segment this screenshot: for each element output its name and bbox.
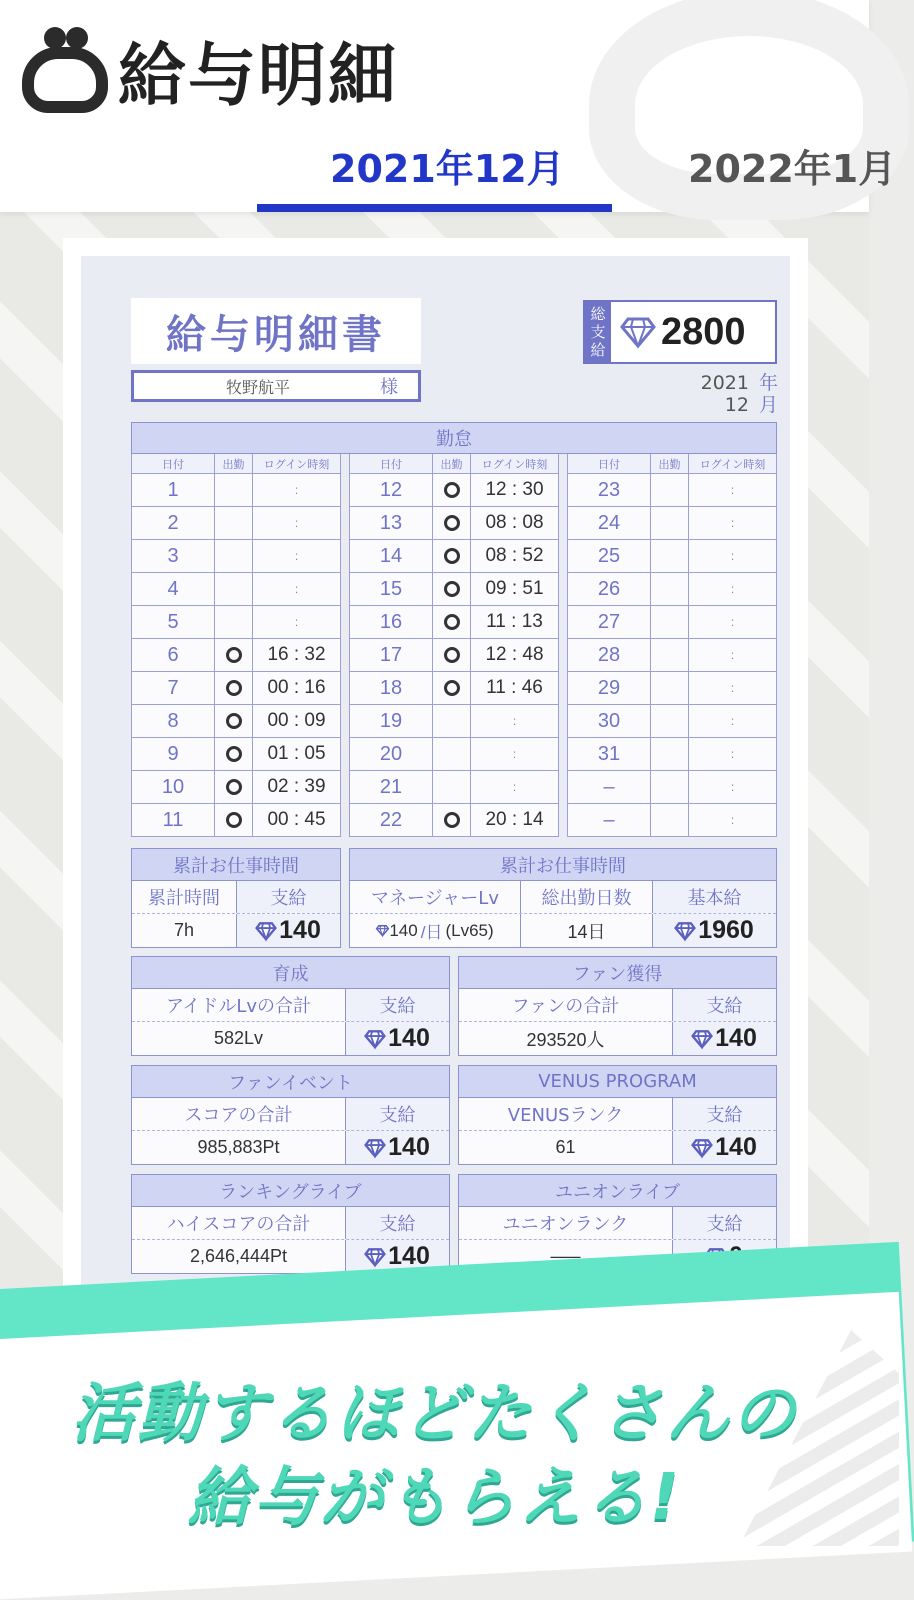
attend-header: 出勤 — [651, 454, 689, 473]
box-title: 育成 — [132, 957, 449, 989]
title-row — [22, 22, 398, 119]
login-header: ログイン時刻 — [689, 454, 777, 473]
attendance-row — [131, 540, 341, 573]
login-time-cell: : — [253, 573, 341, 605]
pay-box — [458, 1065, 777, 1165]
manager-lv-label: マネージャーLv — [371, 888, 499, 909]
login-time-cell: 02 : 39 — [253, 771, 341, 803]
attendance-row — [349, 639, 559, 672]
attendance-row — [131, 672, 341, 705]
login-time-cell: 12 : 48 — [471, 639, 559, 671]
attend-cell — [433, 507, 471, 539]
diamond-icon — [675, 922, 695, 940]
login-header: ログイン時刻 — [253, 454, 341, 473]
total-pay-box — [583, 300, 777, 364]
doc-title-box — [131, 298, 421, 364]
attendance-row — [567, 540, 777, 573]
attendance-row — [567, 474, 777, 507]
pay-value: 140 — [672, 1022, 776, 1055]
attendance-row — [349, 540, 559, 573]
metric-label: VENUSランク — [507, 1105, 624, 1126]
day-cell: 24 — [567, 507, 651, 539]
login-time-cell: : — [689, 573, 777, 605]
attendance-row — [131, 507, 341, 540]
honorific: 様 — [380, 377, 398, 398]
day-cell: 25 — [567, 540, 651, 572]
attend-cell — [433, 606, 471, 638]
day-cell: – — [567, 804, 651, 836]
slogan-line-1: 活動するほどたくさんの — [71, 1377, 798, 1451]
tab-2022-01[interactable]: 2022年1月 — [688, 147, 897, 191]
login-time-cell: 20 : 14 — [471, 804, 559, 836]
login-time-cell: 00 : 16 — [253, 672, 341, 704]
login-time-cell: : — [253, 474, 341, 506]
attendance-row — [131, 474, 341, 507]
attend-cell — [215, 771, 253, 803]
day-cell: 10 — [131, 771, 215, 803]
attendance-row — [349, 804, 559, 837]
attended-mark-icon — [226, 779, 242, 795]
attended-mark-icon — [444, 581, 460, 597]
attend-header: 出勤 — [433, 454, 471, 473]
attended-mark-icon — [226, 812, 242, 828]
payslip-frame — [63, 238, 808, 1304]
attendance-row — [349, 573, 559, 606]
payslip-month: 12 月 — [724, 394, 778, 416]
box-title: 累計お仕事時間 — [132, 849, 340, 881]
day-cell: 13 — [349, 507, 433, 539]
attend-cell — [651, 705, 689, 737]
day-cell: 12 — [349, 474, 433, 506]
diamond-icon — [365, 1030, 385, 1048]
attendance-row — [567, 738, 777, 771]
attended-mark-icon — [444, 515, 460, 531]
day-cell: 6 — [131, 639, 215, 671]
box-title: ファンイベント — [132, 1066, 449, 1098]
attendance-row — [131, 738, 341, 771]
attendance-row — [349, 771, 559, 804]
metric-label: アイドルLvの合計 — [165, 996, 312, 1017]
login-time-cell: : — [689, 474, 777, 506]
attend-cell — [651, 606, 689, 638]
day-cell: 9 — [131, 738, 215, 770]
attend-cell — [651, 474, 689, 506]
day-cell: 7 — [131, 672, 215, 704]
attend-cell — [433, 540, 471, 572]
attend-cell — [433, 738, 471, 770]
base-pay-label: 基本給 — [652, 881, 776, 913]
login-header: ログイン時刻 — [471, 454, 559, 473]
attend-cell — [433, 672, 471, 704]
login-time-cell: 08 : 08 — [471, 507, 559, 539]
pay-label: 支給 — [672, 1207, 776, 1239]
total-hours-label: 累計時間 — [148, 888, 220, 909]
attendance-row — [567, 771, 777, 804]
login-time-cell: : — [253, 540, 341, 572]
attended-mark-icon — [444, 812, 460, 828]
day-cell: 26 — [567, 573, 651, 605]
metric-label: ハイスコアの合計 — [166, 1214, 311, 1235]
doc-title: 給与明細書 — [166, 310, 386, 358]
attend-cell — [215, 705, 253, 737]
page-title: 給与明細 — [118, 37, 399, 116]
attendance-column — [567, 454, 777, 837]
day-cell: 28 — [567, 639, 651, 671]
day-header: 日付 — [567, 454, 651, 473]
day-cell: – — [567, 771, 651, 803]
pay-box — [458, 956, 777, 1056]
attendance-row — [131, 705, 341, 738]
day-cell: 20 — [349, 738, 433, 770]
pay-label: 支給 — [236, 881, 340, 913]
work-time-box — [131, 848, 341, 948]
attendance-column — [349, 454, 559, 837]
metric-value: 582Lv — [213, 1028, 264, 1048]
attendance-header-row — [131, 454, 341, 474]
login-time-cell: 01 : 05 — [253, 738, 341, 770]
pay-value: 140 — [672, 1131, 776, 1164]
login-time-cell: : — [471, 705, 559, 737]
diamond-icon — [621, 317, 655, 347]
attendance-column — [131, 454, 341, 837]
attendance-row — [131, 771, 341, 804]
box-title: ファン獲得 — [459, 957, 776, 989]
attend-cell — [433, 705, 471, 737]
box-title: 累計お仕事時間 — [350, 849, 776, 881]
metric-label: ユニオンランク — [502, 1214, 629, 1235]
attend-cell — [215, 507, 253, 539]
day-cell: 15 — [349, 573, 433, 605]
attendance-row — [349, 474, 559, 507]
pay-label: 支給 — [345, 1098, 449, 1130]
login-time-cell: 08 : 52 — [471, 540, 559, 572]
metric-value: 985,883Pt — [197, 1137, 280, 1157]
attend-cell — [651, 573, 689, 605]
slogan-line-2: 給与がもらえる! — [187, 1461, 682, 1535]
day-cell: 23 — [567, 474, 651, 506]
login-time-cell: : — [689, 771, 777, 803]
diamond-icon — [692, 1139, 712, 1157]
attended-mark-icon — [226, 680, 242, 696]
day-cell: 29 — [567, 672, 651, 704]
attendance-row — [131, 639, 341, 672]
login-time-cell: 00 : 09 — [253, 705, 341, 737]
day-cell: 27 — [567, 606, 651, 638]
login-time-cell: : — [689, 804, 777, 836]
login-time-cell: : — [689, 705, 777, 737]
metric-label: ファンの合計 — [511, 996, 620, 1017]
login-time-cell: 11 : 46 — [471, 672, 559, 704]
attended-mark-icon — [444, 680, 460, 696]
attend-cell — [433, 804, 471, 836]
day-cell: 21 — [349, 771, 433, 803]
pay-label: 支給 — [672, 989, 776, 1021]
attended-mark-icon — [444, 614, 460, 630]
pay-box — [131, 956, 450, 1056]
login-time-cell: 12 : 30 — [471, 474, 559, 506]
attended-mark-icon — [444, 548, 460, 564]
attend-cell — [215, 804, 253, 836]
attended-mark-icon — [226, 746, 242, 762]
diamond-icon — [376, 925, 389, 936]
attendance-days-label: 総出勤日数 — [520, 881, 652, 913]
attendance-title: 勤怠 — [131, 422, 777, 454]
total-hours-value: 7h — [173, 920, 195, 940]
login-time-cell: 09 : 51 — [471, 573, 559, 605]
metric-value: 293520人 — [526, 1029, 605, 1050]
payslip-sheet — [81, 256, 790, 1286]
attendance-row — [567, 705, 777, 738]
login-time-cell: 16 : 32 — [253, 639, 341, 671]
day-cell: 17 — [349, 639, 433, 671]
attendance-row — [567, 639, 777, 672]
day-cell: 11 — [131, 804, 215, 836]
attend-cell — [433, 573, 471, 605]
login-time-cell: 11 : 13 — [471, 606, 559, 638]
box-title: ユニオンライブ — [459, 1175, 776, 1207]
pay-value: 140 — [345, 1240, 449, 1273]
total-pay-value: 2800 — [661, 310, 746, 353]
day-header: 日付 — [349, 454, 433, 473]
attend-cell — [433, 474, 471, 506]
attend-cell — [651, 540, 689, 572]
attendance-row — [567, 672, 777, 705]
attend-cell — [651, 639, 689, 671]
day-cell: 30 — [567, 705, 651, 737]
diamond-icon — [365, 1139, 385, 1157]
diamond-icon — [256, 922, 276, 940]
pay-label: 支給 — [345, 1207, 449, 1239]
attend-cell — [651, 804, 689, 836]
attendance-row — [349, 672, 559, 705]
login-time-cell: : — [689, 540, 777, 572]
day-cell: 2 — [131, 507, 215, 539]
attendance-header-row — [567, 454, 777, 474]
attend-cell — [215, 738, 253, 770]
attend-cell — [215, 540, 253, 572]
login-time-cell: : — [253, 606, 341, 638]
attendance-row — [349, 606, 559, 639]
attendance-header-row — [349, 454, 559, 474]
login-time-cell: : — [689, 606, 777, 638]
attend-cell — [651, 738, 689, 770]
app-header — [0, 0, 897, 212]
attend-cell — [651, 672, 689, 704]
attend-cell — [215, 639, 253, 671]
metric-value: ––– — [550, 1246, 581, 1266]
attend-cell — [651, 507, 689, 539]
attend-cell — [651, 771, 689, 803]
metric-label: スコアの合計 — [184, 1105, 293, 1126]
box-title: ランキングライブ — [132, 1175, 449, 1207]
metric-value: 61 — [555, 1137, 576, 1157]
total-pay-label: 総 支 給 — [585, 302, 611, 362]
metric-value: 2,646,444Pt — [189, 1246, 288, 1266]
attendance-row — [131, 573, 341, 606]
attendance-row — [567, 606, 777, 639]
day-cell: 18 — [349, 672, 433, 704]
attend-cell — [215, 474, 253, 506]
attended-mark-icon — [444, 647, 460, 663]
day-cell: 4 — [131, 573, 215, 605]
payslip-year: 2021 年 — [700, 372, 778, 394]
day-cell: 19 — [349, 705, 433, 737]
login-time-cell: : — [253, 507, 341, 539]
login-time-cell: : — [689, 672, 777, 704]
manager-rate: 140 /日 (Lv65) — [350, 914, 520, 947]
pay-box — [131, 1174, 450, 1274]
login-time-cell: : — [471, 738, 559, 770]
login-time-cell: : — [689, 639, 777, 671]
attend-cell — [215, 573, 253, 605]
day-cell: 14 — [349, 540, 433, 572]
attend-cell — [215, 606, 253, 638]
pay-label: 支給 — [672, 1098, 776, 1130]
attended-mark-icon — [226, 647, 242, 663]
diamond-icon — [692, 1030, 712, 1048]
day-cell: 3 — [131, 540, 215, 572]
recipient-box — [131, 370, 421, 402]
day-cell: 8 — [131, 705, 215, 737]
attended-mark-icon — [226, 713, 242, 729]
attend-cell — [215, 672, 253, 704]
recipient-name: 牧野航平 — [226, 377, 291, 397]
purse-icon — [22, 27, 108, 115]
pay-value: 140 — [345, 1131, 449, 1164]
day-header: 日付 — [131, 454, 215, 473]
day-cell: 22 — [349, 804, 433, 836]
attendance-row — [131, 804, 341, 837]
day-cell: 5 — [131, 606, 215, 638]
base-pay-value: 1960 — [652, 914, 776, 947]
attend-cell — [433, 771, 471, 803]
day-cell: 31 — [567, 738, 651, 770]
pay-box — [131, 1065, 450, 1165]
attendance-row — [567, 573, 777, 606]
day-cell: 1 — [131, 474, 215, 506]
login-time-cell: : — [689, 738, 777, 770]
day-cell: 16 — [349, 606, 433, 638]
tab-2021-12[interactable]: 2021年12月 — [330, 147, 565, 191]
attendance-row — [349, 507, 559, 540]
attendance-row — [567, 804, 777, 837]
attendance-row — [349, 738, 559, 771]
box-title: VENUS PROGRAM — [459, 1066, 776, 1098]
pay-value: 140 — [345, 1022, 449, 1055]
attendance-row — [131, 606, 341, 639]
manager-pay-box — [349, 848, 777, 948]
login-time-cell: : — [471, 771, 559, 803]
attend-header: 出勤 — [215, 454, 253, 473]
diamond-icon — [365, 1248, 385, 1266]
active-tab-indicator — [257, 204, 612, 212]
login-time-cell: : — [689, 507, 777, 539]
attendance-row — [567, 507, 777, 540]
attendance-days-value: 14日 — [520, 914, 652, 947]
attended-mark-icon — [444, 482, 460, 498]
pay-value: 140 — [236, 914, 340, 947]
login-time-cell: 00 : 45 — [253, 804, 341, 836]
attend-cell — [433, 639, 471, 671]
pay-label: 支給 — [345, 989, 449, 1021]
attendance-row — [349, 705, 559, 738]
